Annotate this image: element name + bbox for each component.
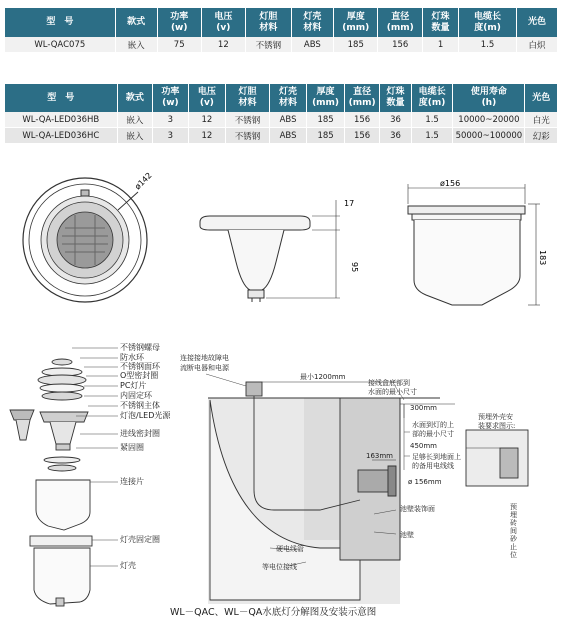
table-cell: ABS <box>269 128 307 144</box>
lamp-side-view <box>200 200 340 302</box>
install-label: 池壁 <box>400 531 414 539</box>
table-cell: 12 <box>188 128 226 144</box>
install-label: 450mm <box>410 442 437 450</box>
install-label: 连接接地故障电 <box>180 354 229 362</box>
part-label: 灯壳 <box>120 561 136 570</box>
col-header: 型 号 <box>5 84 117 112</box>
col-header: 使用寿命 (h) <box>453 84 525 112</box>
install-label: ø 156mm <box>408 478 442 486</box>
install-label: 埋 <box>510 511 517 519</box>
install-label: 水面的最小尺寸 <box>368 388 417 396</box>
col-header: 直径 (mm) <box>344 84 380 112</box>
col-header: 灯胆 材料 <box>245 8 291 37</box>
lamp-housing-view <box>408 184 540 305</box>
col-header: 电缆长 度(m) <box>459 8 517 37</box>
part-label: 紧固圈 <box>120 443 144 452</box>
part-label: 进线密封圈 <box>120 429 160 438</box>
dim-label: 95 <box>350 262 359 273</box>
col-header: 灯珠 数量 <box>380 84 411 112</box>
table-cell: 10000~20000 <box>453 112 525 128</box>
table-cell: 嵌入 <box>117 128 153 144</box>
part-label: 内固定环 <box>120 391 152 400</box>
col-header: 款式 <box>115 8 157 37</box>
table-cell: 1 <box>422 37 458 53</box>
col-header: 款式 <box>117 84 153 112</box>
table-cell: 3 <box>153 128 189 144</box>
part-label: 不锈钢主体 <box>120 401 160 410</box>
dim-label: 17 <box>344 199 355 208</box>
table-cell: 36 <box>380 112 411 128</box>
table-cell: 156 <box>344 112 380 128</box>
table-cell: 嵌入 <box>115 37 157 53</box>
col-header: 灯壳 材料 <box>291 8 333 37</box>
col-header: 光色 <box>525 84 558 112</box>
col-header: 电压 (v) <box>201 8 245 37</box>
col-header: 灯壳 材料 <box>269 84 307 112</box>
install-label: 砖 <box>510 519 517 527</box>
install-label: 部的最小尺寸 <box>412 430 454 438</box>
part-label: PC灯片 <box>120 381 147 390</box>
table-cell: 185 <box>334 37 378 53</box>
dim-label: 183 <box>538 250 547 266</box>
col-header: 厚度 (mm) <box>334 8 378 37</box>
table-cell: 1.5 <box>411 128 453 144</box>
table-cell: 36 <box>380 128 411 144</box>
install-label: 300mm <box>410 404 437 412</box>
diagram-caption: WL－QAC、WL－QA水底灯分解图及安装示意图 <box>170 607 377 618</box>
table-cell: 白光 <box>525 112 558 128</box>
install-label: 预埋外壳安 <box>478 413 513 421</box>
table-cell: 156 <box>344 128 380 144</box>
dim-label: ø142 <box>133 170 154 192</box>
part-label: 灯泡/LED光源 <box>120 411 171 420</box>
dim-label: ø156 <box>440 179 461 188</box>
table-cell: 185 <box>307 128 345 144</box>
table-cell: 75 <box>157 37 201 53</box>
install-label: 最小1200mm <box>300 373 346 381</box>
table-cell: 白炽 <box>516 37 557 53</box>
table-cell: 3 <box>153 112 189 128</box>
install-label: 的备用电线线 <box>412 462 454 470</box>
part-label: 不锈钢面环 <box>120 362 160 371</box>
col-header: 灯珠 数量 <box>422 8 458 37</box>
col-header: 厚度 (mm) <box>307 84 345 112</box>
install-label: 装要求图示: <box>478 422 516 430</box>
table-cell: 50000~100000 <box>453 128 525 144</box>
part-label: 灯壳固定圈 <box>120 535 160 544</box>
table-cell: WL-QAC075 <box>5 37 115 53</box>
install-label: 止 <box>510 543 517 551</box>
table-cell: 156 <box>378 37 422 53</box>
table-cell: 1.5 <box>411 112 453 128</box>
table-cell: 幻彩 <box>525 128 558 144</box>
install-label: 砂 <box>510 535 517 543</box>
lamp-front-view <box>23 178 147 302</box>
table-cell: 1.5 <box>459 37 517 53</box>
col-header: 直径 (mm) <box>378 8 422 37</box>
install-label: 硬电线管 <box>276 545 304 553</box>
col-header: 光色 <box>516 8 557 37</box>
col-header: 型 号 <box>5 8 115 37</box>
install-label: 池壁装饰面 <box>400 505 435 513</box>
col-header: 电压 (v) <box>188 84 226 112</box>
part-label: 防水环 <box>120 353 144 362</box>
table-cell: ABS <box>269 112 307 128</box>
install-label: 163mm <box>366 452 393 460</box>
exploded-view <box>10 359 92 606</box>
table-cell: WL-QA-LED036HC <box>5 128 117 144</box>
table-cell: 不锈钢 <box>226 112 270 128</box>
install-label: 等电位接线 <box>262 563 297 571</box>
install-label: 预 <box>510 503 517 511</box>
table-cell: ABS <box>291 37 333 53</box>
col-header: 电缆长 度(m) <box>411 84 453 112</box>
install-label: 位 <box>510 551 517 559</box>
table-cell: 嵌入 <box>117 112 153 128</box>
install-label: 间 <box>510 527 517 535</box>
install-label: 足够长到地面上 <box>412 453 461 461</box>
table-cell: 185 <box>307 112 345 128</box>
table-cell: WL-QA-LED036HB <box>5 112 117 128</box>
table-cell: 12 <box>201 37 245 53</box>
col-header: 灯胆 材料 <box>226 84 270 112</box>
part-label: 不锈钢螺母 <box>120 343 160 352</box>
part-label: 连接片 <box>120 477 144 486</box>
col-header: 功率 (w) <box>157 8 201 37</box>
part-label: O型密封圈 <box>120 371 159 380</box>
install-label: 流断电器和电源 <box>180 364 229 372</box>
table-cell: 不锈钢 <box>226 128 270 144</box>
table-cell: 12 <box>188 112 226 128</box>
col-header: 功率 (w) <box>153 84 189 112</box>
install-label: 水面到灯的上 <box>412 421 454 429</box>
table-cell: 不锈钢 <box>245 37 291 53</box>
install-label: 接线盒底部到 <box>368 379 410 387</box>
